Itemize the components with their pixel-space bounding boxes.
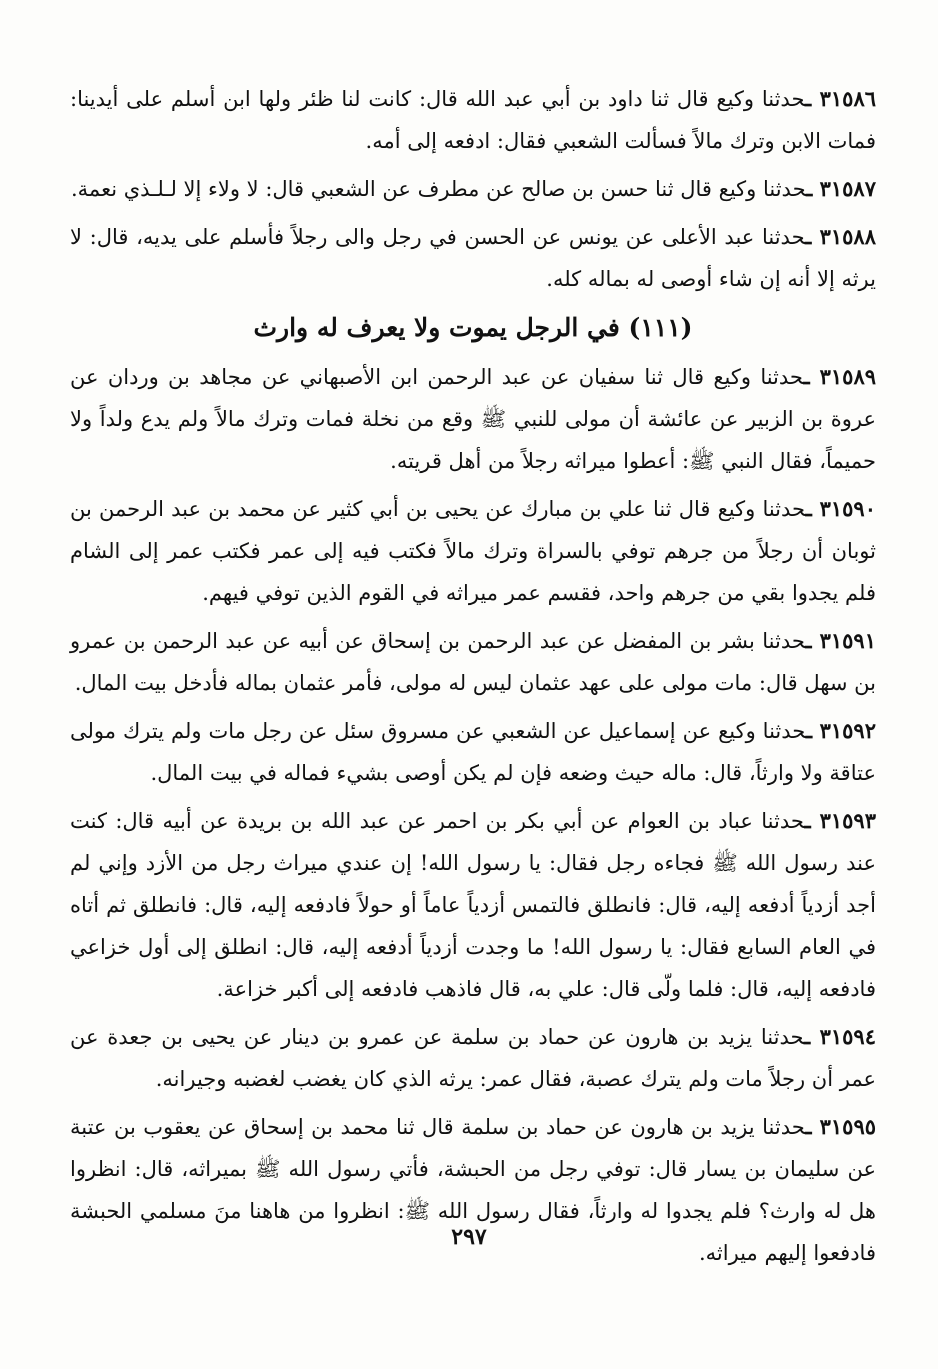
hadith-number: ٣١٥٨٧ ـ xyxy=(806,176,876,201)
hadith-number: ٣١٥٨٩ ـ xyxy=(803,364,877,389)
hadith-text: حدثنا وكيع قال ثنا سفيان عن عبد الرحمن ابن الأصبهاني عن مجاهد بن وردان عن عروة بن الزبير عن عائشة أن مولى للنبي ﷺ وقع من نخلة فمات وترك مالاً ولم يدع ولداً ولا حميماً، فقال النبي ﷺ: أعطوا ميراثه رجلاً من أهل قريته. xyxy=(70,365,876,473)
hadith-text: حدثنا وكيع قال ثنا حسن بن صالح عن مطرف عن الشعبي قال: لا ولاء إلا لـلـذي نعمة. xyxy=(71,177,807,201)
hadith-entry xyxy=(70,356,876,482)
hadith-text: حدثنا عبد الأعلى عن يونس عن الحسن في رجل والى رجلاً فأسلم على يديه، قال: لا يرثه إلا أنه إن شاء أوصى له بماله كله. xyxy=(70,225,876,291)
hadith-text: حدثنا بشر بن المفضل عن عبد الرحمن بن إسحاق عن أبيه عن عبد الرحمن بن عمرو بن سهل قال: مات مولى على عهد عثمان ليس له مولى، فأمر عثمان بماله فأدخل بيت المال. xyxy=(70,629,876,695)
hadith-text: حدثنا وكيع قال ثنا داود بن أبي عبد الله قال: كانت لنا ظئر ولها ابن أسلم على أيدينا: فمات الابن وترك مالاً فسألت الشعبي فقال: ادفعه إلى أمه. xyxy=(70,87,876,153)
hadith-number: ٣١٥٩٥ ـ xyxy=(805,1114,877,1139)
hadith-text: حدثنا وكيع قال ثنا علي بن مبارك عن يحيى بن أبي كثير عن محمد بن عبد الرحمن بن ثوبان أن رجلاً من جرهم توفي بالسراة وترك مالاً فكتب فيه إلى عمر فكتب عمر إلى الشام فلم يجدوا بقي من جرهم واحد، فقسم عمر ميراثه في القوم الذين توفي فيهم. xyxy=(70,497,876,605)
hadith-entry xyxy=(70,168,876,210)
hadith-number: ٣١٥٨٨ ـ xyxy=(805,224,876,249)
hadith-text: حدثنا يزيد بن هارون عن حماد بن سلمة قال ثنا محمد بن إسحاق عن يعقوب بن عتبة عن سليمان بن يسار قال: توفي رجل من الحبشة، فأتي رسول الله ﷺ بميراثه، قال: انظروا هل له وارث؟ فلم يجدوا له وارثاً، فقال رسول الله ﷺ: انظروا من هاهنا منَ مسلمي الحبشة فادفعوا إليهم ميراثه. xyxy=(70,1115,876,1265)
chapter-heading: (١١١) في الرجل يموت ولا يعرف له وارث xyxy=(253,313,693,342)
hadith-entry xyxy=(70,1016,876,1100)
hadith-entry xyxy=(70,488,876,614)
hadith-text: حدثنا عباد بن العوام عن أبي بكر بن احمر عن عبد الله بن بريدة عن أبيه قال: كنت عند رسول الله ﷺ فجاءه رجل فقال: يا رسول الله! إن عندي ميراث رجل من الأزد وإني لم أجد أزدياً أدفعه إليه، قال: فانطلق فالتمس أزدياً عاماً أو حولاً فادفعه إليه، قال: فانطلق ثم أتاه في العام السابع فقال: يا رسول الله! ما وجدت أزدياً أدفعه إليه، قال: انطلق إلى أول خزاعي فادفعه إليه، قال: فلما ولّى قال: علي به، قال فاذهب فادفعه إلى أكبر خزاعة. xyxy=(70,809,877,1001)
hadith-entry xyxy=(70,620,876,704)
hadith-text: حدثنا يزيد بن هارون عن حماد بن سلمة عن عمرو بن دينار عن يحيى بن جعدة عن عمر أن رجلاً مات ولم يترك عصبة، فقال عمر: يرثه الذي كان يغضب لغضبه وجيرانه. xyxy=(70,1025,876,1091)
hadith-number: ٣١٥٩٤ ـ xyxy=(804,1024,876,1049)
hadith-entry xyxy=(70,78,876,162)
page-number: ٢٩٧ xyxy=(451,1224,487,1250)
hadith-number: ٣١٥٩٣ ـ xyxy=(804,808,876,833)
hadith-number: ٣١٥٩٠ ـ xyxy=(805,496,876,521)
hadith-number: ٣١٥٩١ ـ xyxy=(805,628,876,653)
hadith-entry xyxy=(70,710,876,794)
hadith-entry xyxy=(70,216,876,300)
hadith-entry xyxy=(70,800,876,1010)
hadith-number: ٣١٥٩٢ ـ xyxy=(805,718,876,743)
hadith-number: ٣١٥٨٦ ـ xyxy=(805,86,877,111)
hadith-text: حدثنا وكيع عن إسماعيل عن الشعبي عن مسروق سئل عن رجل مات ولم يترك مولى عتاقة ولا وارثاً، قال: ماله حيث وضعه فإن لم يكن أوصى بشيء فماله في بيت المال. xyxy=(70,719,876,785)
